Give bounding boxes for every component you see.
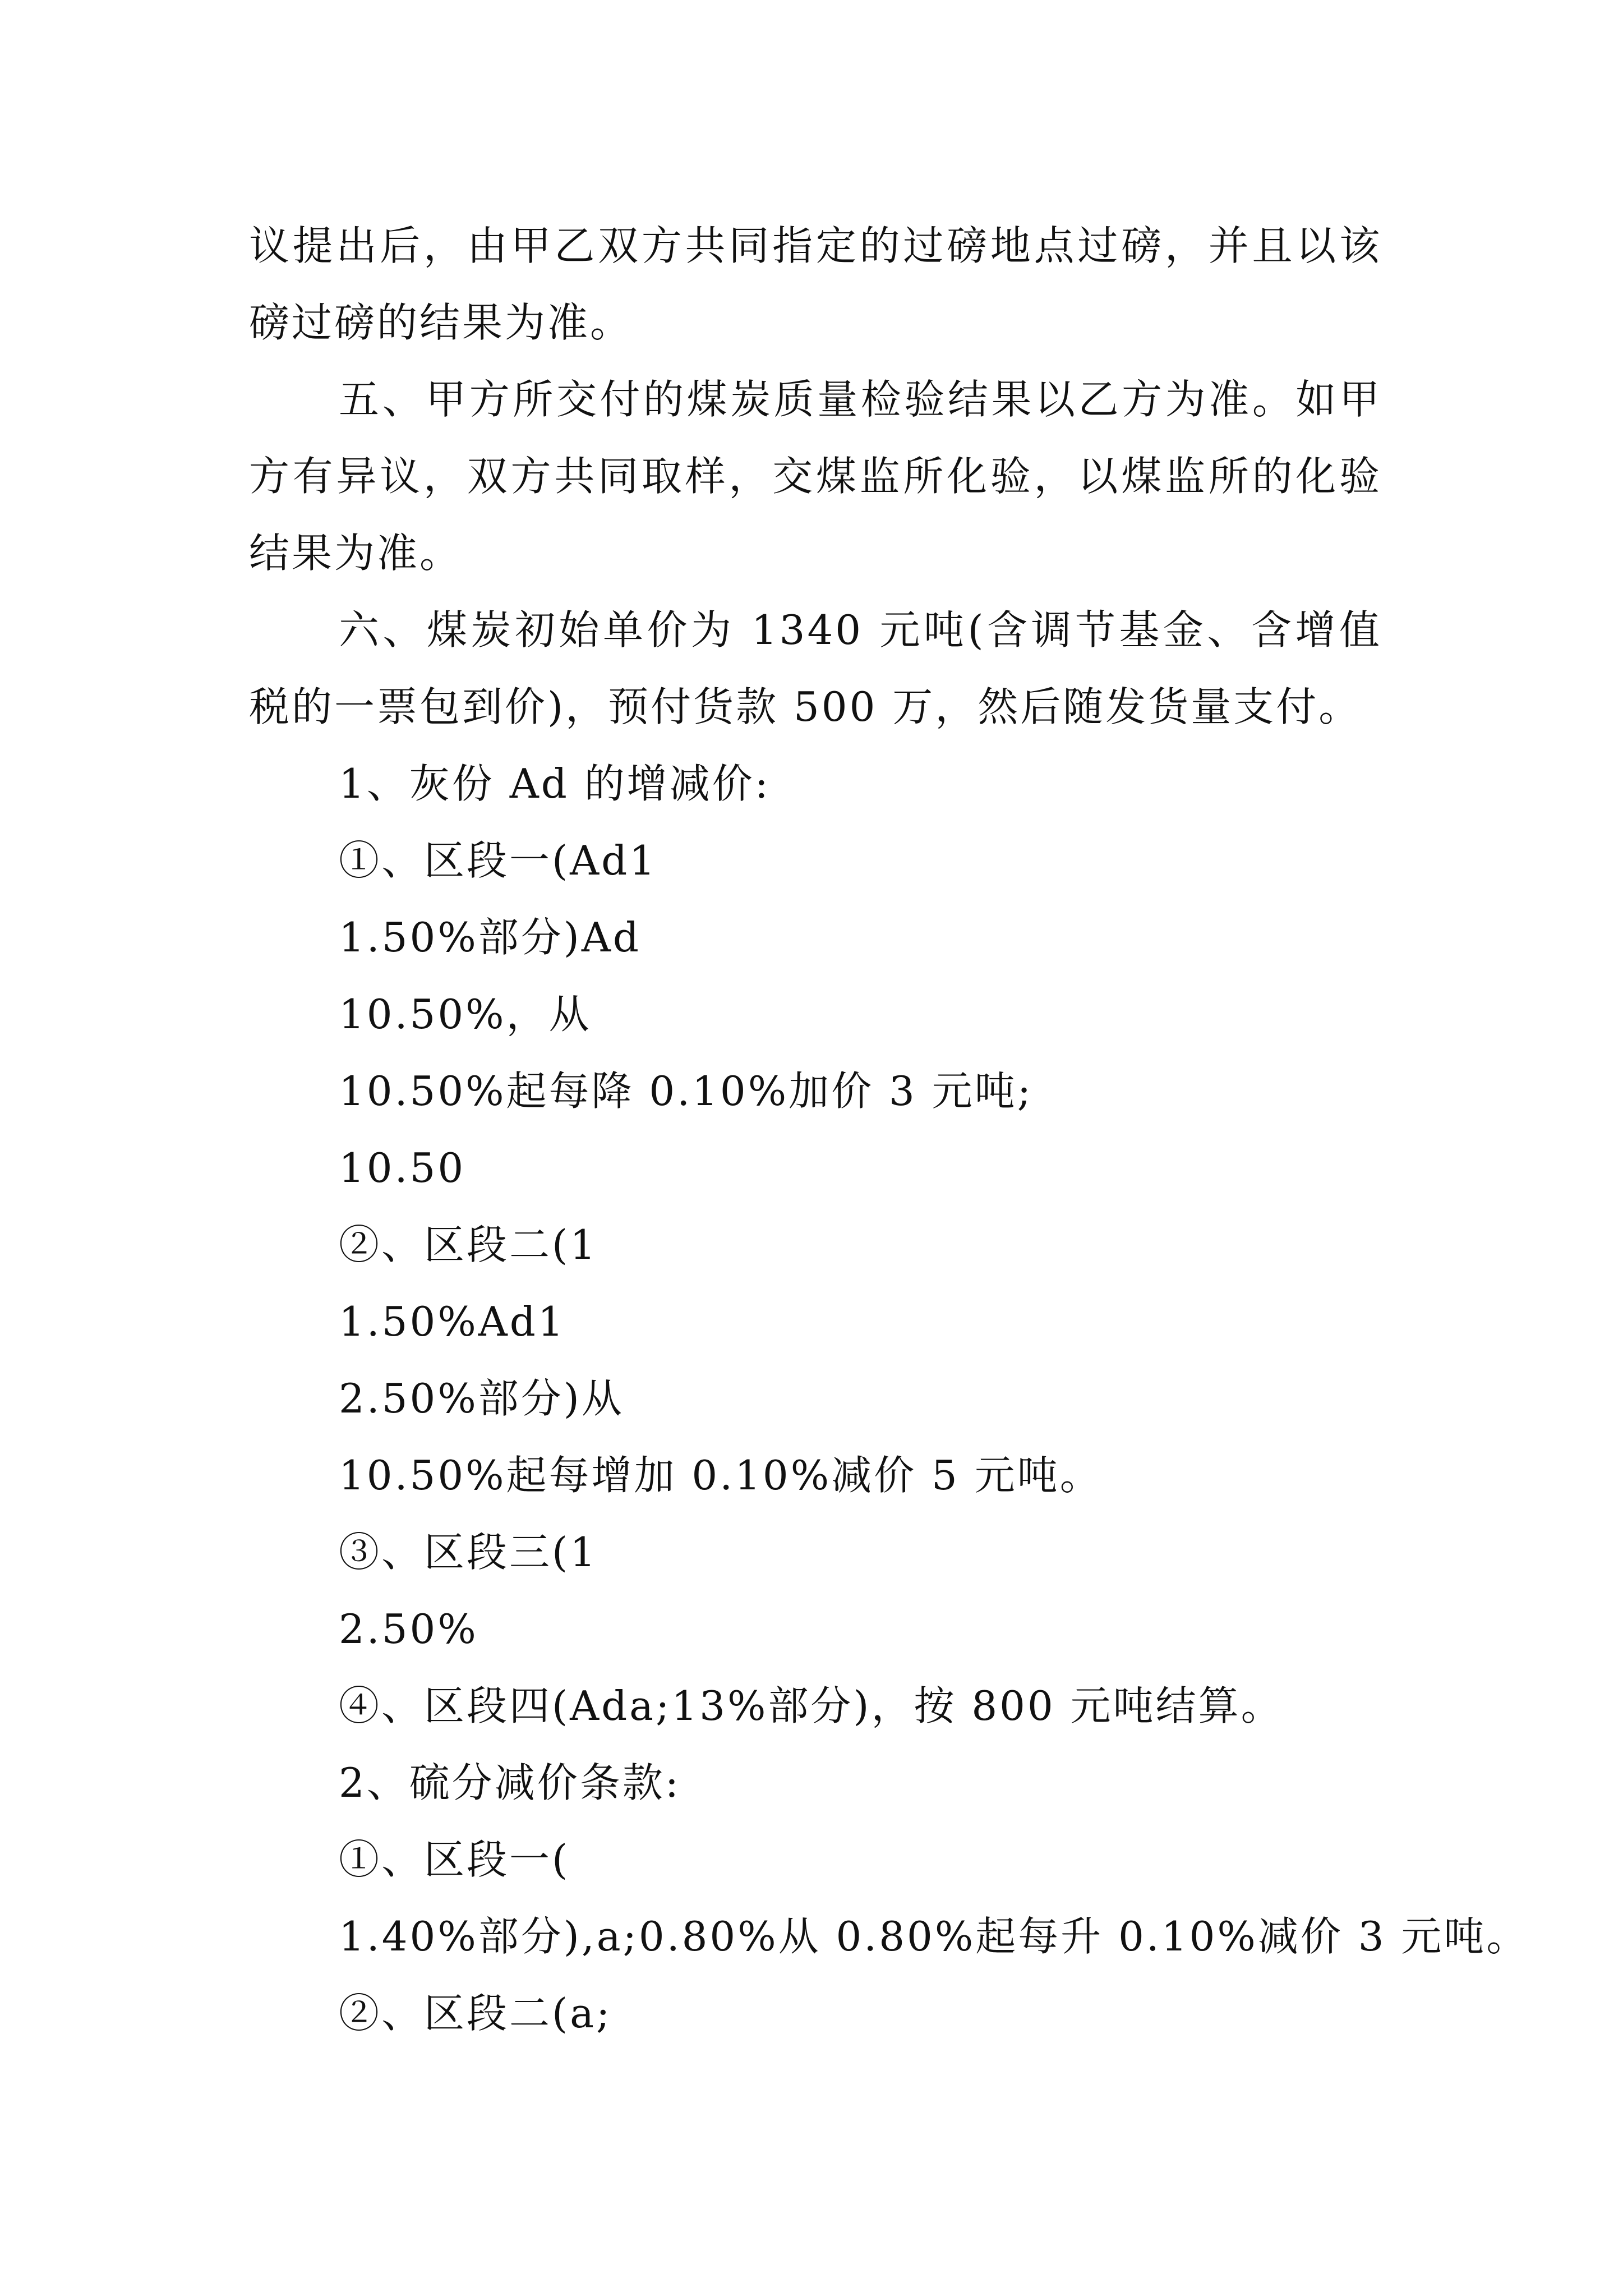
list-item: 10.50%起每降 0.10%加价 3 元吨; xyxy=(339,1068,1033,1115)
list-item: 1.40%部分),a;0.80%从 0.80%起每升 0.10%减价 3 元吨。 xyxy=(339,1913,1529,1960)
sulfur-price-heading: 2、硫分减价条款: xyxy=(339,1759,681,1806)
list-item: ①、区段一(Ad1 xyxy=(339,837,657,884)
list-item: 10.50 xyxy=(339,1144,466,1191)
paragraph-weighing-continuation: 议提出后，由甲乙双方共同指定的过磅地点过磅，并且以该磅过磅的结果为准。 xyxy=(249,222,1382,346)
list-item: 1.50%部分)Ad xyxy=(339,914,641,961)
list-item: ②、区段二(1 xyxy=(339,1221,598,1268)
list-item: 10.50%，从 xyxy=(339,991,592,1038)
paragraph-clause-five: 五、甲方所交付的煤炭质量检验结果以乙方为准。如甲方有异议，双方共同取样，交煤监所化验，以煤监所的化验结果为准。 xyxy=(249,376,1382,577)
list-item: ②、区段二(a; xyxy=(339,1990,612,2037)
list-item: ④、区段四(Ada;13%部分)，按 800 元吨结算。 xyxy=(339,1682,1284,1729)
list-item: ③、区段三(1 xyxy=(339,1529,598,1576)
list-item: ①、区段一( xyxy=(339,1836,570,1883)
paragraph-clause-six: 六、煤炭初始单价为 1340 元吨(含调节基金、含增值税的一票包到价)，预付货款 500 万，然后随发货量支付。 xyxy=(249,606,1382,730)
document-body xyxy=(249,208,1529,2052)
list-item: 1.50%Ad1 xyxy=(339,1298,566,1345)
list-item: 10.50%起每增加 0.10%减价 5 元吨。 xyxy=(339,1452,1103,1499)
list-item: 2.50%部分)从 xyxy=(339,1375,624,1422)
list-item: 2.50% xyxy=(339,1605,478,1653)
ash-price-heading: 1、灰份 Ad 的增减价: xyxy=(339,760,771,807)
